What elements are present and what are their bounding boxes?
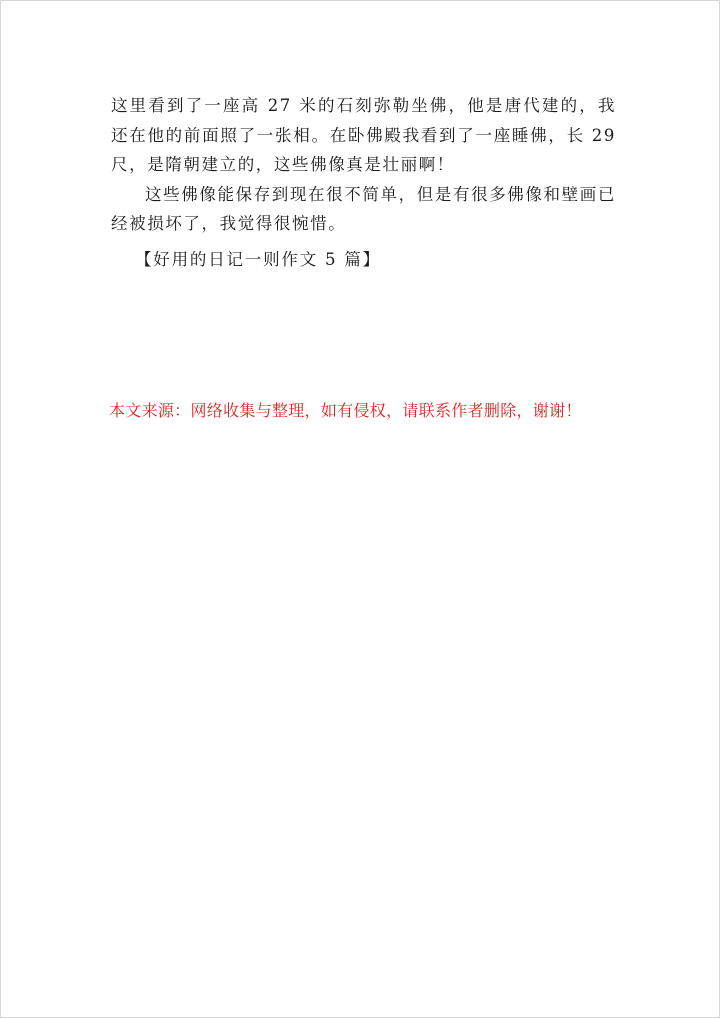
article-heading: 【好用的日记一则作文 5 篇】 bbox=[135, 249, 381, 269]
source-disclaimer: 本文来源：网络收集与整理，如有侵权，请联系作者删除，谢谢！ bbox=[109, 401, 582, 420]
paragraph-preservation: 这些佛像能保存到现在很不简单，但是有很多佛像和壁画已经被损坏了，我觉得很惋惜。 bbox=[111, 184, 616, 233]
paragraph-buddha-statues: 这里看到了一座高 27 米的石刻弥勒坐佛，他是唐代建的，我还在他的前面照了一张相。在卧佛殿我看到了一座睡佛，长 29 尺，是隋朝建立的，这些佛像真是壮丽啊！ bbox=[111, 96, 616, 174]
document-body bbox=[111, 91, 616, 274]
